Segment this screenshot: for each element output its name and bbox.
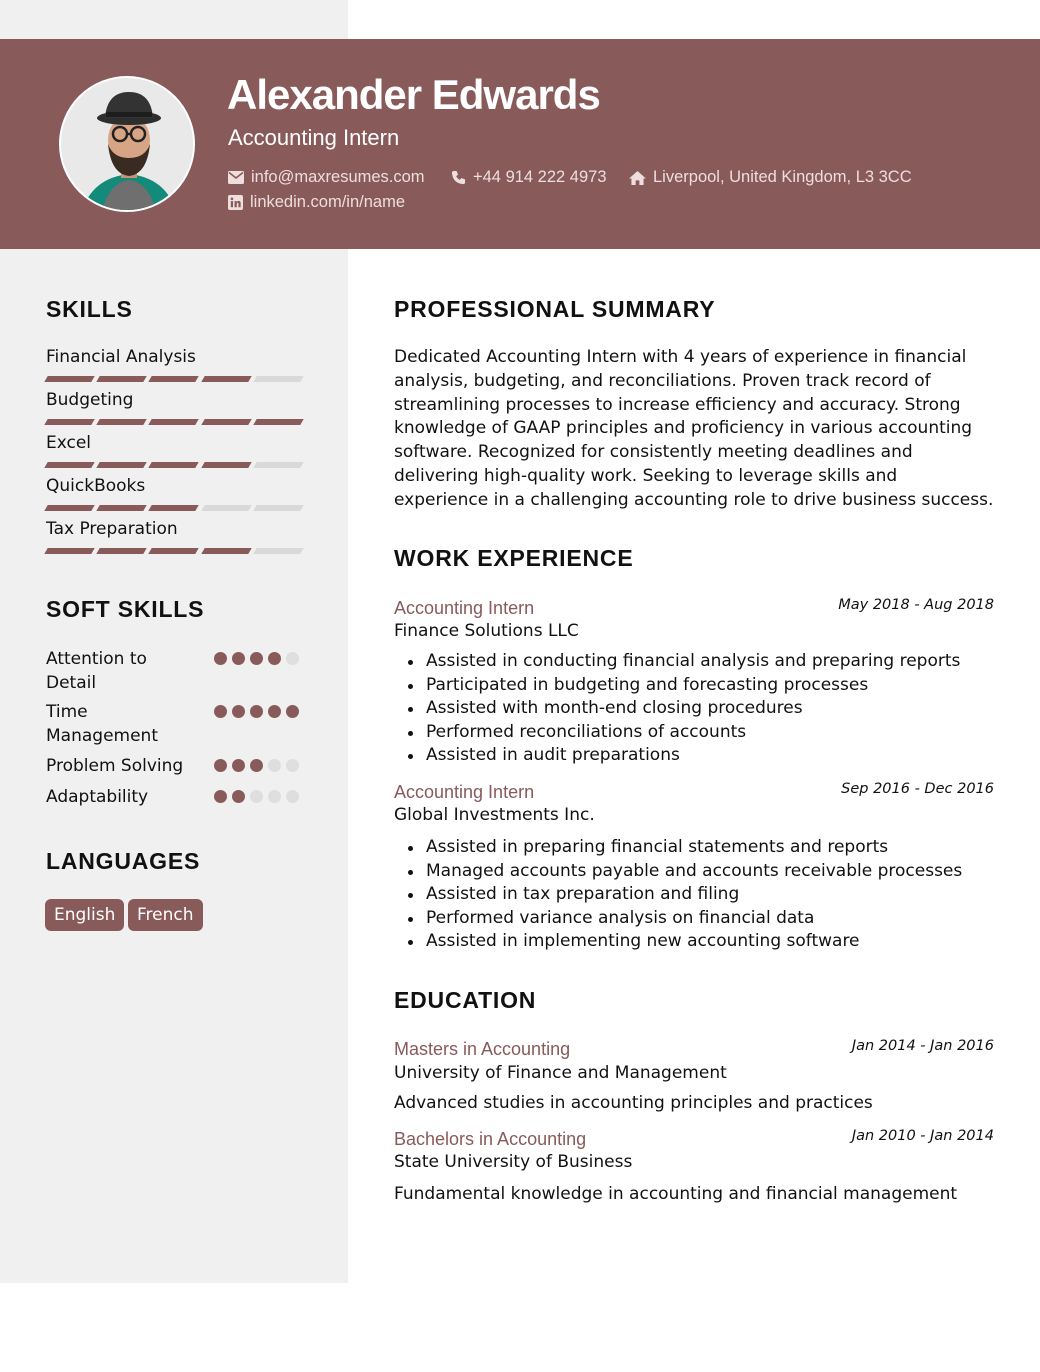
contact-phone[interactable]	[451, 168, 607, 187]
job-title: Accounting Intern	[394, 598, 535, 618]
list-item: Performed reconciliations of accounts	[426, 721, 960, 745]
skill-level-segment	[44, 505, 95, 511]
degree-title: Bachelors in Accounting	[394, 1129, 587, 1149]
language-badge: French	[128, 899, 203, 931]
list-item: Performed variance analysis on financial data	[426, 907, 962, 931]
rating-dot	[268, 759, 281, 772]
skill-level-segment	[96, 419, 147, 425]
skill-level-segment	[253, 462, 304, 468]
rating-dot	[268, 652, 281, 665]
candidate-title: Accounting Intern	[228, 125, 400, 150]
education-heading: EDUCATION	[394, 987, 537, 1013]
skill-level-segment	[149, 548, 200, 554]
rating-dot	[232, 652, 245, 665]
skill-level-segment	[253, 548, 304, 554]
rating-dot	[268, 790, 281, 803]
skill-level-bar	[46, 505, 302, 511]
summary-heading: PROFESSIONAL SUMMARY	[394, 296, 716, 322]
rating-dot	[286, 759, 299, 772]
education-description: Advanced studies in accounting principles and practices	[394, 1093, 873, 1113]
skill-level-segment	[201, 419, 252, 425]
list-item: Assisted in conducting financial analysis and preparing reports	[426, 650, 960, 674]
skill-label: Financial Analysis	[46, 347, 196, 367]
contact-location	[629, 168, 912, 187]
skill-level-bar	[46, 376, 302, 382]
rating-dot	[286, 705, 299, 718]
envelope-icon	[228, 171, 244, 184]
job-duties	[426, 836, 962, 954]
company-name: Finance Solutions LLC	[394, 621, 579, 641]
rating-dot	[214, 790, 227, 803]
skill-level-segment	[44, 419, 95, 425]
skill-level-segment	[44, 462, 95, 468]
list-item: Managed accounts payable and accounts receivable processes	[426, 860, 962, 884]
email-text: info@maxresumes.com	[251, 168, 425, 186]
skill-level-segment	[149, 505, 200, 511]
rating-dot	[232, 705, 245, 718]
rating-dot	[286, 652, 299, 665]
degree-title: Masters in Accounting	[394, 1039, 571, 1059]
job-duties	[426, 650, 960, 768]
skill-label: QuickBooks	[46, 476, 146, 496]
languages-heading: LANGUAGES	[46, 848, 201, 874]
rating-dot	[214, 759, 227, 772]
home-icon	[629, 171, 646, 185]
soft-skill-rating	[214, 759, 299, 772]
linkedin-icon	[228, 195, 243, 210]
rating-dot	[232, 790, 245, 803]
list-item: Assisted with month-end closing procedures	[426, 697, 960, 721]
skill-level-segment	[96, 376, 147, 382]
soft-skill-label: Adaptability	[46, 787, 149, 807]
skill-level-segment	[253, 419, 304, 425]
company-name: Global Investments Inc.	[394, 805, 595, 825]
candidate-name: Alexander Edwards	[227, 71, 600, 118]
soft-skill-rating	[214, 790, 299, 803]
phone-icon	[451, 170, 466, 185]
skill-level-segment	[253, 505, 304, 511]
skill-label: Budgeting	[46, 390, 134, 410]
job-dates: Sep 2016 - Dec 2016	[841, 781, 994, 797]
contact-email[interactable]	[228, 168, 425, 187]
school-name: University of Finance and Management	[394, 1063, 727, 1083]
skill-level-segment	[44, 548, 95, 554]
education-description: Fundamental knowledge in accounting and financial management	[394, 1184, 958, 1204]
rating-dot	[214, 705, 227, 718]
list-item: Assisted in audit preparations	[426, 744, 960, 768]
skill-label: Excel	[46, 433, 92, 453]
skill-level-segment	[44, 376, 95, 382]
skill-level-segment	[253, 376, 304, 382]
soft-skills-heading: SOFT SKILLS	[46, 596, 205, 622]
location-text: Liverpool, United Kingdom, L3 3CC	[653, 168, 912, 186]
rating-dot	[214, 652, 227, 665]
skill-level-segment	[201, 505, 252, 511]
language-badge: English	[45, 899, 124, 931]
soft-skill-label: Attention to Detail	[46, 649, 147, 693]
job-dates: May 2018 - Aug 2018	[838, 597, 994, 613]
resume-header	[0, 39, 1040, 249]
rating-dot	[250, 759, 263, 772]
contact-linkedin[interactable]	[228, 193, 405, 212]
skill-level-segment	[201, 462, 252, 468]
soft-skill-rating	[214, 652, 299, 665]
skill-level-segment	[96, 548, 147, 554]
skill-level-segment	[201, 376, 252, 382]
school-name: State University of Business	[394, 1152, 633, 1172]
skill-level-bar	[46, 548, 302, 554]
skills-heading: SKILLS	[46, 296, 133, 322]
experience-heading: WORK EXPERIENCE	[394, 545, 634, 571]
skill-level-bar	[46, 462, 302, 468]
skill-level-bar	[46, 419, 302, 425]
skill-level-segment	[201, 548, 252, 554]
soft-skill-rating	[214, 705, 299, 718]
skill-level-segment	[149, 376, 200, 382]
rating-dot	[268, 705, 281, 718]
list-item: Assisted in tax preparation and filing	[426, 883, 962, 907]
education-dates: Jan 2010 - Jan 2014	[851, 1128, 994, 1144]
list-item: Assisted in implementing new accounting software	[426, 930, 962, 954]
summary-text: Dedicated Accounting Intern with 4 years of experience in financial analysis, budgeting, and reconciliations. Proven track record of streamlining processes to increase efficiency and accuracy. Strong knowledge of GAAP principles and proficiency in various accounting software. Recognized for consistently meeting deadlines and delivering high-quality work. Seeking to leverage skills and experience in a challenging accounting role to drive business success.	[394, 347, 994, 510]
job-title: Accounting Intern	[394, 782, 535, 802]
skill-level-segment	[149, 462, 200, 468]
soft-skill-label: Problem Solving	[46, 756, 184, 776]
skill-level-segment	[96, 505, 147, 511]
rating-dot	[250, 705, 263, 718]
education-dates: Jan 2014 - Jan 2016	[851, 1038, 994, 1054]
rating-dot	[250, 652, 263, 665]
rating-dot	[250, 790, 263, 803]
list-item: Participated in budgeting and forecasting processes	[426, 674, 960, 698]
rating-dot	[232, 759, 245, 772]
linkedin-text: linkedin.com/in/name	[250, 193, 405, 211]
rating-dot	[286, 790, 299, 803]
phone-text: +44 914 222 4973	[473, 168, 607, 186]
skill-level-segment	[96, 462, 147, 468]
list-item: Assisted in preparing financial statements and reports	[426, 836, 962, 860]
skill-level-segment	[149, 419, 200, 425]
skill-label: Tax Preparation	[46, 519, 178, 539]
profile-photo	[59, 76, 195, 212]
soft-skill-label: Time Management	[46, 702, 158, 746]
